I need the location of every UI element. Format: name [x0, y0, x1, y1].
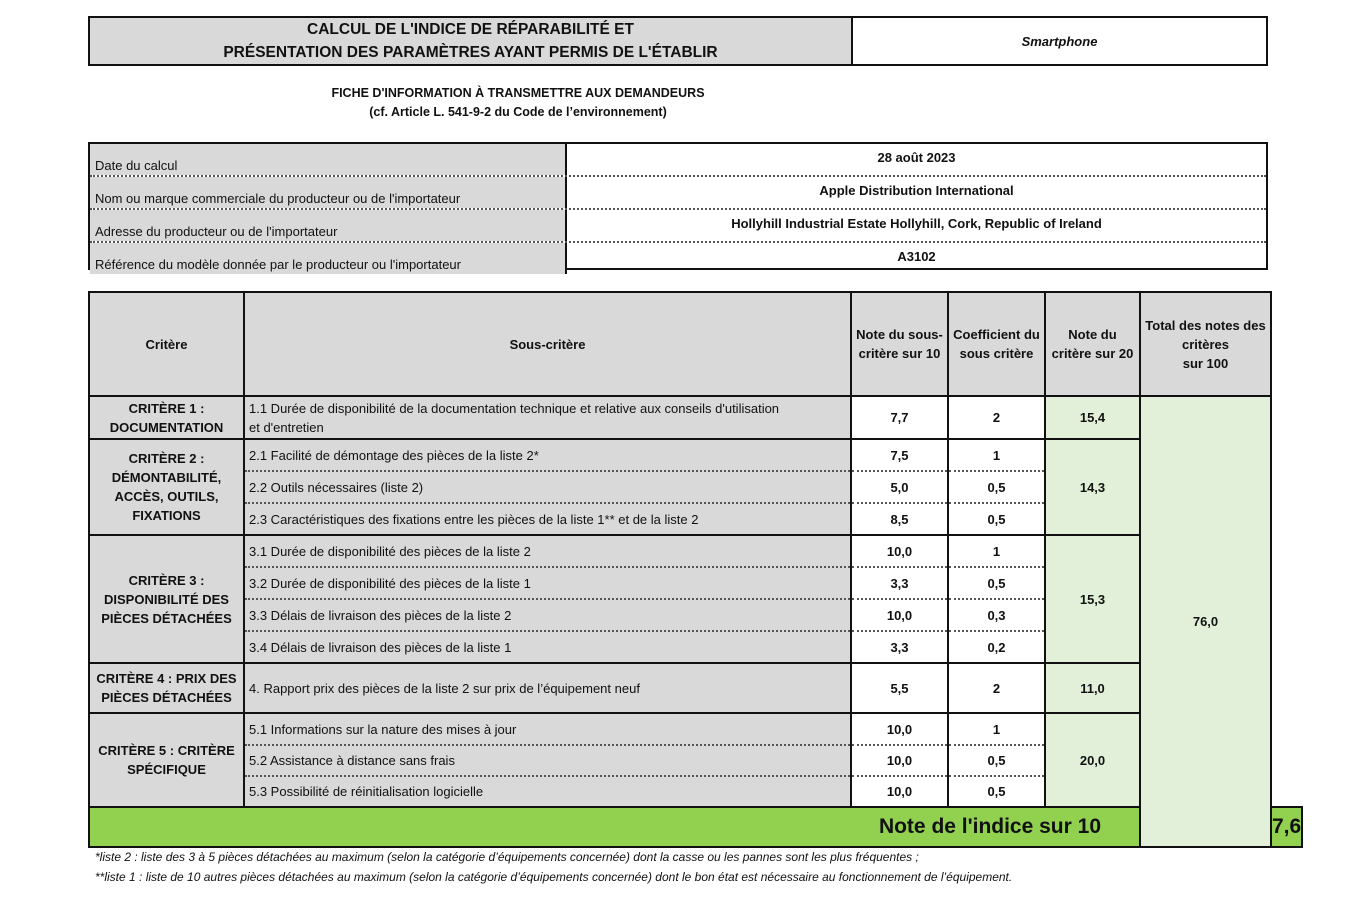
criterion-line: ACCÈS, OUTILS,: [114, 489, 219, 504]
criterion-1-name: [89, 396, 244, 439]
final-score-value: 7,6: [1271, 807, 1302, 847]
info-row: [90, 241, 1266, 274]
subcriterion-coef: 1: [948, 713, 1045, 745]
col-header-sous-critere: Sous-critère: [244, 292, 851, 396]
info-value: Hollyhill Industrial Estate Hollyhill, Cork, Republic of Ireland: [731, 216, 1102, 231]
header-line: Note du sous-: [856, 327, 943, 342]
criterion-line: PIÈCES DÉTACHÉES: [101, 690, 232, 705]
fiche-line-2: (cf. Article L. 541-9-2 du Code de l’environnement): [369, 105, 667, 119]
criterion-5-name: [89, 713, 244, 807]
subcriterion-label: 3.3 Délais de livraison des pièces de la liste 2: [244, 599, 851, 631]
criterion-line: CRITÈRE 3 :: [128, 572, 205, 588]
subcriterion-line: et d'entretien: [249, 419, 324, 435]
criterion-2-note: 14,3: [1045, 439, 1140, 535]
subcriterion-coef: 0,5: [948, 471, 1045, 503]
criterion-3-name: [89, 535, 244, 663]
title-line-2: PRÉSENTATION DES PARAMÈTRES AYANT PERMIS DE L'ÉTABLIR: [223, 44, 718, 61]
header-line: critères: [1182, 336, 1229, 352]
criterion-4-note: 11,0: [1045, 663, 1140, 713]
header-line: sous critère: [959, 346, 1034, 361]
footnote-liste-1: **liste 1 : liste de 10 autres pièces détachées au maximum (selon la catégorie d’équipements concernée) dont le bon état est nécessaire au fonctionnement de l’équipement.: [95, 870, 1013, 884]
document-header: [88, 16, 1268, 66]
info-row: [90, 208, 1266, 241]
total-notes: 76,0: [1140, 396, 1271, 847]
title-line-1: CALCUL DE L'INDICE DE RÉPARABILITÉ ET: [307, 21, 634, 38]
subcriterion-note: 10,0: [851, 776, 948, 807]
criterion-line: SPÉCIFIQUE: [127, 762, 206, 777]
subcriterion-coef: 0,5: [948, 745, 1045, 776]
info-value: 28 août 2023: [877, 150, 956, 165]
header-line: sur 100: [1182, 355, 1229, 371]
header-line: critère sur 10: [858, 346, 941, 361]
table-row: [89, 535, 1302, 567]
criterion-line: DOCUMENTATION: [109, 419, 224, 435]
subcriterion-note: 8,5: [851, 503, 948, 535]
col-header-total: [1140, 292, 1271, 396]
col-header-note-sous-critere: [851, 292, 948, 396]
table-row: [89, 663, 1302, 713]
criterion-3-note: 15,3: [1045, 535, 1140, 663]
header-line: critère sur 20: [1051, 346, 1134, 361]
subcriterion-line: 1.1 Durée de disponibilité de la documentation technique et relative aux conseils d'utilisation: [249, 400, 780, 416]
subcriterion-note: 5,5: [851, 663, 948, 713]
subcriterion-coef: 1: [948, 535, 1045, 567]
subcriterion-label: 2.2 Outils nécessaires (liste 2): [244, 471, 851, 503]
subcriterion-coef: 0,5: [948, 567, 1045, 599]
info-value: A3102: [897, 249, 936, 264]
subcriterion-note: 10,0: [851, 599, 948, 631]
subcriterion-coef: 1: [948, 439, 1045, 471]
subcriterion-label: [244, 396, 851, 439]
score-table: [88, 291, 1303, 848]
subcriterion-coef: 0,3: [948, 599, 1045, 631]
col-header-critere: Critère: [89, 292, 244, 396]
criterion-5-note: 20,0: [1045, 713, 1140, 807]
criterion-line: CRITÈRE 2 :: [128, 451, 205, 466]
criterion-4-name: [89, 663, 244, 713]
criterion-line: FIXATIONS: [132, 508, 201, 523]
criterion-line: CRITÈRE 1 :: [128, 400, 205, 416]
fiche-line-1: FICHE D'INFORMATION À TRANSMETTRE AUX DEMANDEURS: [331, 86, 705, 100]
subcriterion-label: 4. Rapport prix des pièces de la liste 2 sur prix de l’équipement neuf: [244, 663, 851, 713]
subcriterion-note: 10,0: [851, 745, 948, 776]
subcriterion-note: 7,7: [851, 396, 948, 439]
final-score-label: Note de l'indice sur 10: [89, 807, 1140, 847]
info-label: Nom ou marque commerciale du producteur ou de l'importateur: [90, 177, 567, 208]
info-value: Apple Distribution International: [819, 183, 1014, 198]
subcriterion-coef: 0,5: [948, 503, 1045, 535]
subcriterion-label: 5.3 Possibilité de réinitialisation logicielle: [244, 776, 851, 807]
criterion-line: CRITÈRE 4 : PRIX DES: [96, 671, 237, 686]
info-label: Date du calcul: [90, 144, 567, 175]
subcriterion-coef: 2: [948, 663, 1045, 713]
header-line: Total des notes des: [1145, 317, 1266, 333]
subcriterion-note: 10,0: [851, 713, 948, 745]
criterion-2-name: [89, 439, 244, 535]
subcriterion-note: 3,3: [851, 631, 948, 663]
subcriterion-coef: 0,2: [948, 631, 1045, 663]
table-row: [89, 439, 1302, 471]
criterion-line: DÉMONTABILITÉ,: [111, 470, 222, 485]
subcriterion-label: 5.2 Assistance à distance sans frais: [244, 745, 851, 776]
subcriterion-label: 3.2 Durée de disponibilité des pièces de la liste 1: [244, 567, 851, 599]
subcriterion-note: 10,0: [851, 535, 948, 567]
subcriterion-note: 7,5: [851, 439, 948, 471]
criterion-line: CRITÈRE 5 : CRITÈRE: [98, 743, 235, 758]
table-row: [89, 713, 1302, 745]
subcriterion-label: 2.1 Facilité de démontage des pièces de la liste 2*: [244, 439, 851, 471]
criterion-1-note: 15,4: [1045, 396, 1140, 439]
subcriterion-coef: 2: [948, 396, 1045, 439]
table-row: [89, 396, 1302, 439]
criterion-line: PIÈCES DÉTACHÉES: [101, 610, 232, 626]
subcriterion-label: 2.3 Caractéristiques des fixations entre les pièces de la liste 1** et de la liste 2: [244, 503, 851, 535]
info-row: [90, 175, 1266, 208]
subcriterion-label: 5.1 Informations sur la nature des mises à jour: [244, 713, 851, 745]
product-category: Smartphone: [1021, 33, 1098, 49]
criterion-line: DISPONIBILITÉ DES: [104, 591, 229, 607]
subcriterion-label: 3.1 Durée de disponibilité des pièces de la liste 2: [244, 535, 851, 567]
info-row: [90, 144, 1266, 175]
footnote-liste-2: *liste 2 : liste des 3 à 5 pièces détachées au maximum (selon la catégorie d’équipements concernée) dont la casse ou les pannes sont les plus fréquentes ;: [95, 850, 919, 864]
col-header-note-critere: [1045, 292, 1140, 396]
header-line: Note du: [1068, 327, 1117, 342]
info-label: Adresse du producteur ou de l'importateur: [90, 210, 567, 241]
final-score-row: [89, 807, 1302, 847]
subcriterion-note: 3,3: [851, 567, 948, 599]
subcriterion-note: 5,0: [851, 471, 948, 503]
header-line: Coefficient du: [953, 327, 1040, 342]
info-label: Référence du modèle donnée par le producteur ou l'importateur: [90, 243, 567, 274]
subcriterion-coef: 0,5: [948, 776, 1045, 807]
document-title: [90, 18, 853, 64]
info-table: [88, 142, 1268, 270]
col-header-coefficient: [948, 292, 1045, 396]
subcriterion-label: 3.4 Délais de livraison des pièces de la liste 1: [244, 631, 851, 663]
